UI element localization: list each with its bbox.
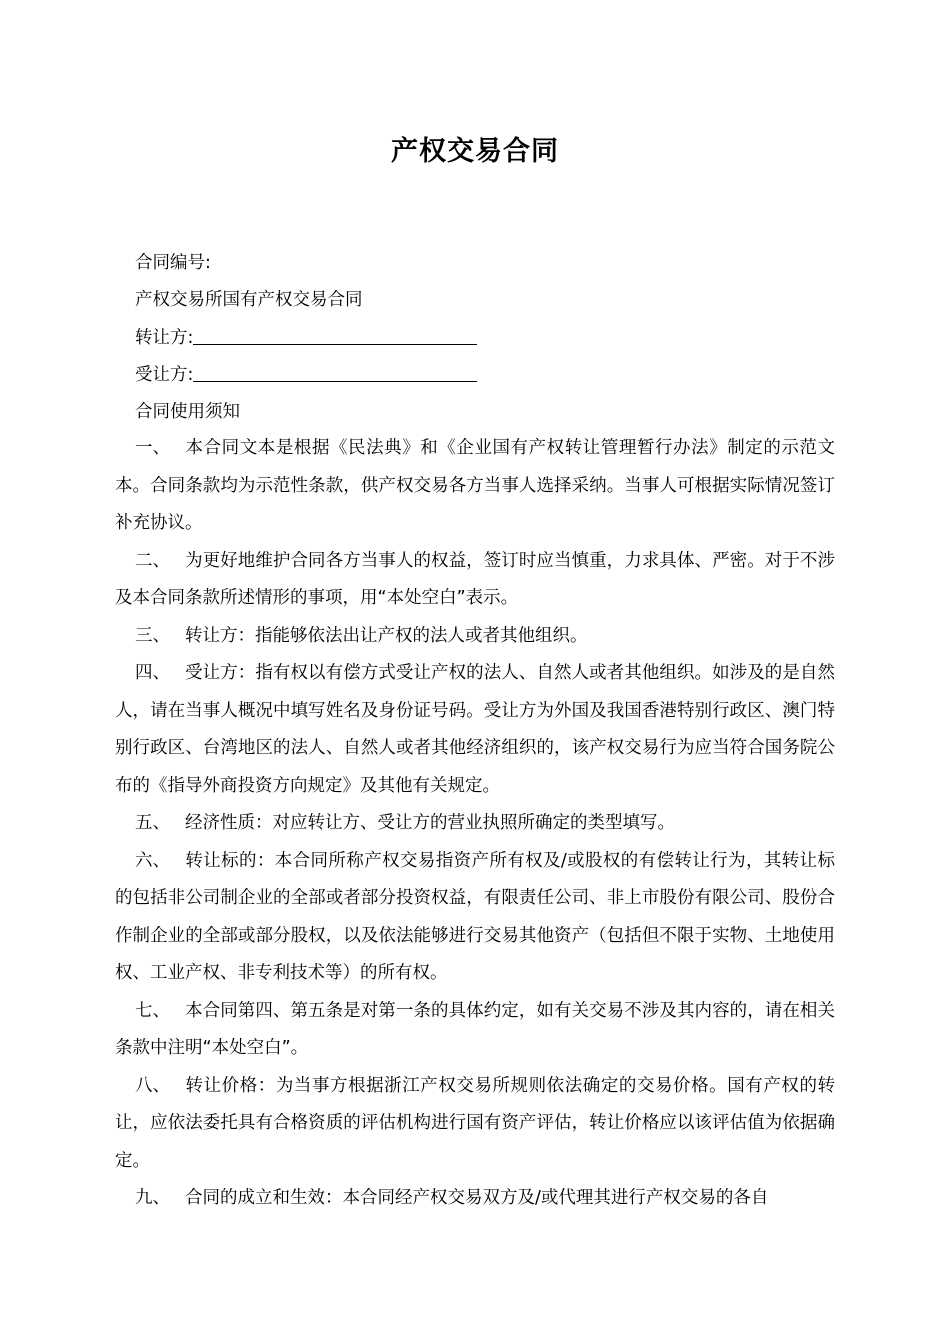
clause-number: 一、 (135, 438, 170, 458)
clause-text: 转让标的：本合同所称产权交易指资产所有权及/或股权的有偿转让行为，其转让标的包括非公司制企业的全部或者部分投资权益，有限责任公司、非上市股份有限公司、股份合作制企业的全部或部分股权，以及依法能够进行交易其他资产（包括但不限于实物、土地使用权、工业产权、非专利技术等）的所有权。 (115, 850, 835, 983)
transferee-line (115, 357, 835, 394)
clause-number: 五、 (135, 813, 170, 833)
clause-text: 本合同文本是根据《民法典》和《企业国有产权转让管理暂行办法》制定的示范文本。合同条款均为示范性条款，供产权交易各方当事人选择采纳。当事人可根据实际情况签订补充协议。 (115, 438, 835, 533)
clause-text: 本合同第四、第五条是对第一条的具体约定，如有关交易不涉及其内容的，请在相关条款中注明“本处空白”。 (115, 1000, 835, 1058)
contract-number-label: 合同编号: (135, 253, 211, 273)
clause-number: 六、 (135, 850, 170, 871)
clause-text: 为更好地维护合同各方当事人的权益，签订时应当慎重，力求具体、严密。对于不涉及本合同条款所述情形的事项，用“本处空白”表示。 (115, 550, 835, 608)
contract-number-line (115, 245, 835, 282)
clause-text: 经济性质：对应转让方、受让方的营业执照所确定的类型填写。 (185, 813, 675, 833)
transferor-blank (193, 324, 477, 345)
clause-text: 合同的成立和生效：本合同经产权交易双方及/或代理其进行产权交易的各自 (185, 1188, 769, 1208)
clause-text: 受让方：指有权以有偿方式受让产权的法人、自然人或者其他组织。如涉及的是自然人，请在当事人概况中填写姓名及身份证号码。受让方为外国及我国香港特别行政区、澳门特别行政区、台湾地区的法人、自然人或者其他经济组织的，该产权交易行为应当符合国务院公布的《指导外商投资方向规定》及其他有关规定。 (115, 663, 835, 796)
clause-2 (115, 543, 835, 618)
transferee-label: 受让方: (135, 364, 194, 385)
clause-5 (115, 805, 835, 843)
contract-subtitle: 产权交易所国有产权交易合同 (135, 290, 363, 311)
clause-9 (115, 1180, 835, 1218)
document-title: 产权交易合同 (391, 136, 559, 167)
clause-8 (115, 1068, 835, 1181)
transferee-blank (193, 361, 477, 382)
transferor-label: 转让方: (135, 327, 194, 348)
transferor-line (115, 320, 835, 357)
clause-number: 九、 (135, 1188, 170, 1208)
clause-number: 二、 (135, 550, 170, 571)
clause-number: 七、 (135, 1000, 170, 1021)
clause-6 (115, 843, 835, 993)
document-header (115, 245, 835, 431)
clause-3 (115, 618, 835, 656)
clause-number: 八、 (135, 1075, 170, 1096)
clause-7 (115, 993, 835, 1068)
clause-number: 三、 (135, 625, 170, 646)
notice-heading: 合同使用须知 (135, 402, 240, 423)
clause-number: 四、 (135, 663, 170, 683)
clause-text: 转让方：指能够依法出让产权的法人或者其他组织。 (185, 625, 588, 646)
clause-text: 转让价格：为当事方根据浙江产权交易所规则依法确定的交易价格。国有产权的转让，应依法委托具有合格资质的评估机构进行国有资产评估，转让价格应以该评估值为依据确定。 (115, 1075, 835, 1171)
document-body (115, 430, 835, 1218)
clause-4 (115, 655, 835, 805)
clause-1 (115, 430, 835, 543)
